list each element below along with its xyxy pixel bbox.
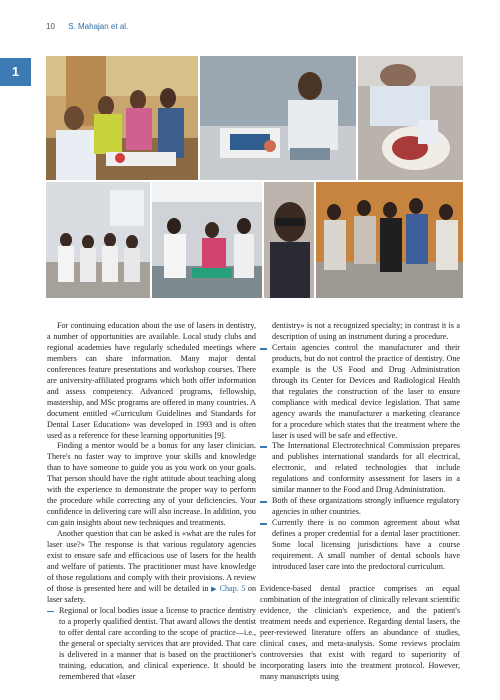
- photo-3-image: [358, 56, 463, 180]
- regulation-list: [47, 606, 256, 683]
- page-number: 10: [46, 22, 55, 31]
- left-column: [47, 321, 256, 682]
- photo-2-image: [200, 56, 356, 180]
- paragraph-evidence-based: Evidence-based dental practice comprises an equal combination of the integration of clinically relevant scientific evidence, the clinician's experience, and the patient's treatment needs and experience. Regarding dental lasers, the peer-reviewed literature offers an abundance of studies, clinical cases, and meta-analysis. Some reviews proclaim controversies that exist with regard to superiority of incorporating lasers into the treatment protocol. However, many manuscripts using: [260, 583, 460, 681]
- list-item-text: Regional or local bodies issue a license to practice dentistry to a properly qualified dentist. That award allows the dentist to offer dental care according to the scope of practice—i.e., the general or specialty services that are provided. That care is delivered in a manner that is based on the practitioner's training, education, and clinical experience. It should be remembered that «laser: [59, 605, 256, 681]
- paragraph-laser-rules: [47, 529, 256, 606]
- dash-bullet-icon: [47, 611, 54, 613]
- list-item-text: Currently there is no common agreement about what defines a proper credential for a dental laser practitioner. Some local licensing jurisdictions have a course requirement. A small number of dental schools have introduced laser care into the predoctoral curriculum.: [272, 518, 460, 571]
- photo-3: [358, 56, 463, 180]
- running-author: S. Mahajan et al.: [68, 22, 129, 31]
- photo-6: [264, 182, 314, 298]
- list-item: [47, 606, 256, 683]
- list-item-text: Both of these organizations strongly influence regulatory agencies in other countries.: [272, 496, 460, 517]
- photo-6-image: [264, 182, 314, 298]
- right-column: [260, 321, 460, 683]
- photo-1-image: [46, 56, 198, 180]
- photo-7-image: [316, 182, 463, 298]
- paragraph-laser-rules-text: Another question that can be asked is «what are the rules for laser use?» The response is that various regulatory agencies exist to ensure safe and efficacious use of lasers for the health and welfare of patients. The practitioner must have knowledge of those regulations and comply with their provisions. A review of those is presented here and will be detailed in: [47, 529, 256, 593]
- arrow-right-icon: ▶: [211, 584, 217, 593]
- photo-5: [152, 182, 262, 298]
- list-item: [260, 441, 460, 496]
- photo-5-image: [152, 182, 262, 298]
- photo-4-image: [46, 182, 150, 298]
- photo-7: [316, 182, 463, 298]
- list-item-text: The International Electrotechnical Commission prepares and publishes international standards for all electrical, electronic, and related technologies that include regulations and conformity assessment for lasers in a similar manner to the Food and Drug Administration.: [272, 441, 460, 495]
- list-item-text: dentistry» is not a recognized specialty; in contrast it is a description of using an instrument during a procedure.: [272, 321, 460, 341]
- list-item: [260, 518, 460, 573]
- dash-bullet-icon: [260, 501, 267, 503]
- list-item-continued: [260, 321, 460, 343]
- photo-1: [46, 56, 198, 180]
- chapter-link[interactable]: Chap. 5: [219, 583, 246, 593]
- paragraph-laser-rules-end: on laser safety.: [47, 583, 257, 604]
- photo-2: [200, 56, 356, 180]
- regulation-list-continued: [260, 321, 460, 573]
- dash-bullet-icon: [260, 523, 267, 525]
- dash-bullet-icon: [260, 446, 267, 448]
- photo-4: [46, 182, 150, 298]
- running-header: [46, 22, 128, 31]
- list-item: [260, 496, 460, 518]
- list-item-text: Certain agencies control the manufacturer and their products, but do not control the practice of dentistry. One example is the US Food and Drug Administration through its Center for Devices and Radiological Health that regulates the construction of the laser to ensure compliance with medical device legislation. That same agency awards the manufacturer a marketing clearance for a procedure which states that the treatment where the laser is used will be safe and effective.: [272, 342, 460, 440]
- dash-bullet-icon: [260, 348, 267, 350]
- paragraph-mentor: Finding a mentor would be a bonus for any laser clinician. There's no faster way to improve your skills and knowledge than to have someone to guide you as you work on your goals. That person should have the right attitude about teaching along with the experience to demonstrate the proper way to perform the procedure while correcting any of your deficiencies. Your confidence in delivering care will also increase. In addition, you can gain insights about new techniques and treatments.: [47, 441, 256, 528]
- chapter-tab: 1: [0, 58, 31, 86]
- paragraph-continuing-education: For continuing education about the use of lasers in dentistry, a number of opportunities are available. Local study clubs and regional academies have regularly scheduled meetings where members can share information. Many major dental conferences feature presentations and workshop courses. There are university-affiliated programs which both offer information and assess competency. Advanced programs, fellowship, mastership, and MSc programs are offered in many countries. A document entitled «Curriculum Guidelines and Standards for Dental Laser Education» was developed in 1993 and is often used as a reference for these learning opportunities [9].: [47, 321, 256, 440]
- list-item: [260, 343, 460, 442]
